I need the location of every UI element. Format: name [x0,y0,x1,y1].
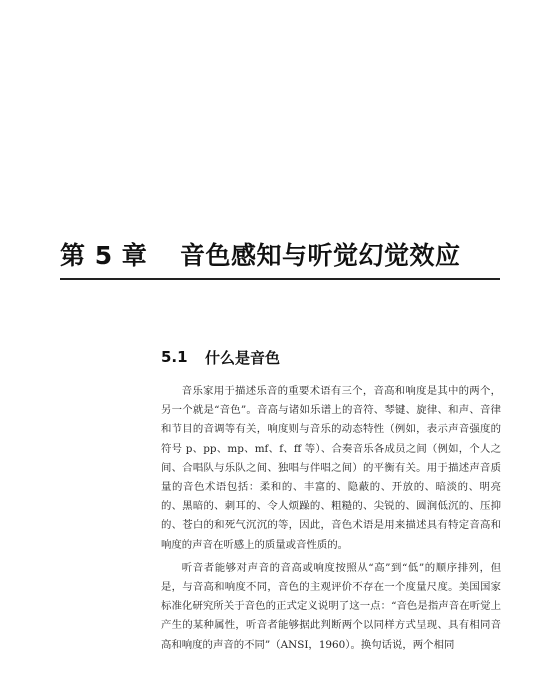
chapter-title: 音色感知与听觉幻觉效应 [180,241,461,270]
body-text [161,382,501,659]
section-heading [161,346,280,368]
section-title: 什么是音色 [205,348,281,367]
paragraph-1: 音乐家用于描述乐音的重要术语有三个，音高和响度是其中的两个，另一个就是“音色”。音高与诸如乐谱上的音符、琴键、旋律、和声、音律和节目的音调等有关，响度则与音乐的动态特性（例如，表示声音强度的符号 p、pp、mp、mf、f、ff 等）、合奏音乐各成员之间（例如，个人之间、合唱队与乐队之间、独唱与伴唱之间）的平衡有关。用于描述声音质量的音色术语包括：柔和的、丰富的、隐蔽的、开放的、暗淡的、明亮的、黑暗的、刺耳的、令人烦躁的、粗糙的、尖锐的、圆润低沉的、压抑的、苍白的和死气沉沉的等，因此，音色术语是用来描述具有特定音高和响度的声音在听感上的质量或音性质的。 [161,385,501,551]
section-number: 5.1 [161,348,188,366]
chapter-number: 第 5 章 [60,241,148,270]
chapter-divider [60,278,500,280]
paragraph-2: 听音者能够对声音的音高或响度按照从“高”到“低”的顺序排列，但是，与音高和响度不同，音色的主观评价不存在一个度量尺度。美国国家标准化研究所关于音色的正式定义说明了这一点：“音色是指声音在听觉上产生的某种属性，听音者能够据此判断两个以同样方式呈现、具有相同音高和响度的声音的不同”（ANSI，1960）。换句话说，两个相同 [161,561,501,651]
chapter-heading [60,232,500,276]
